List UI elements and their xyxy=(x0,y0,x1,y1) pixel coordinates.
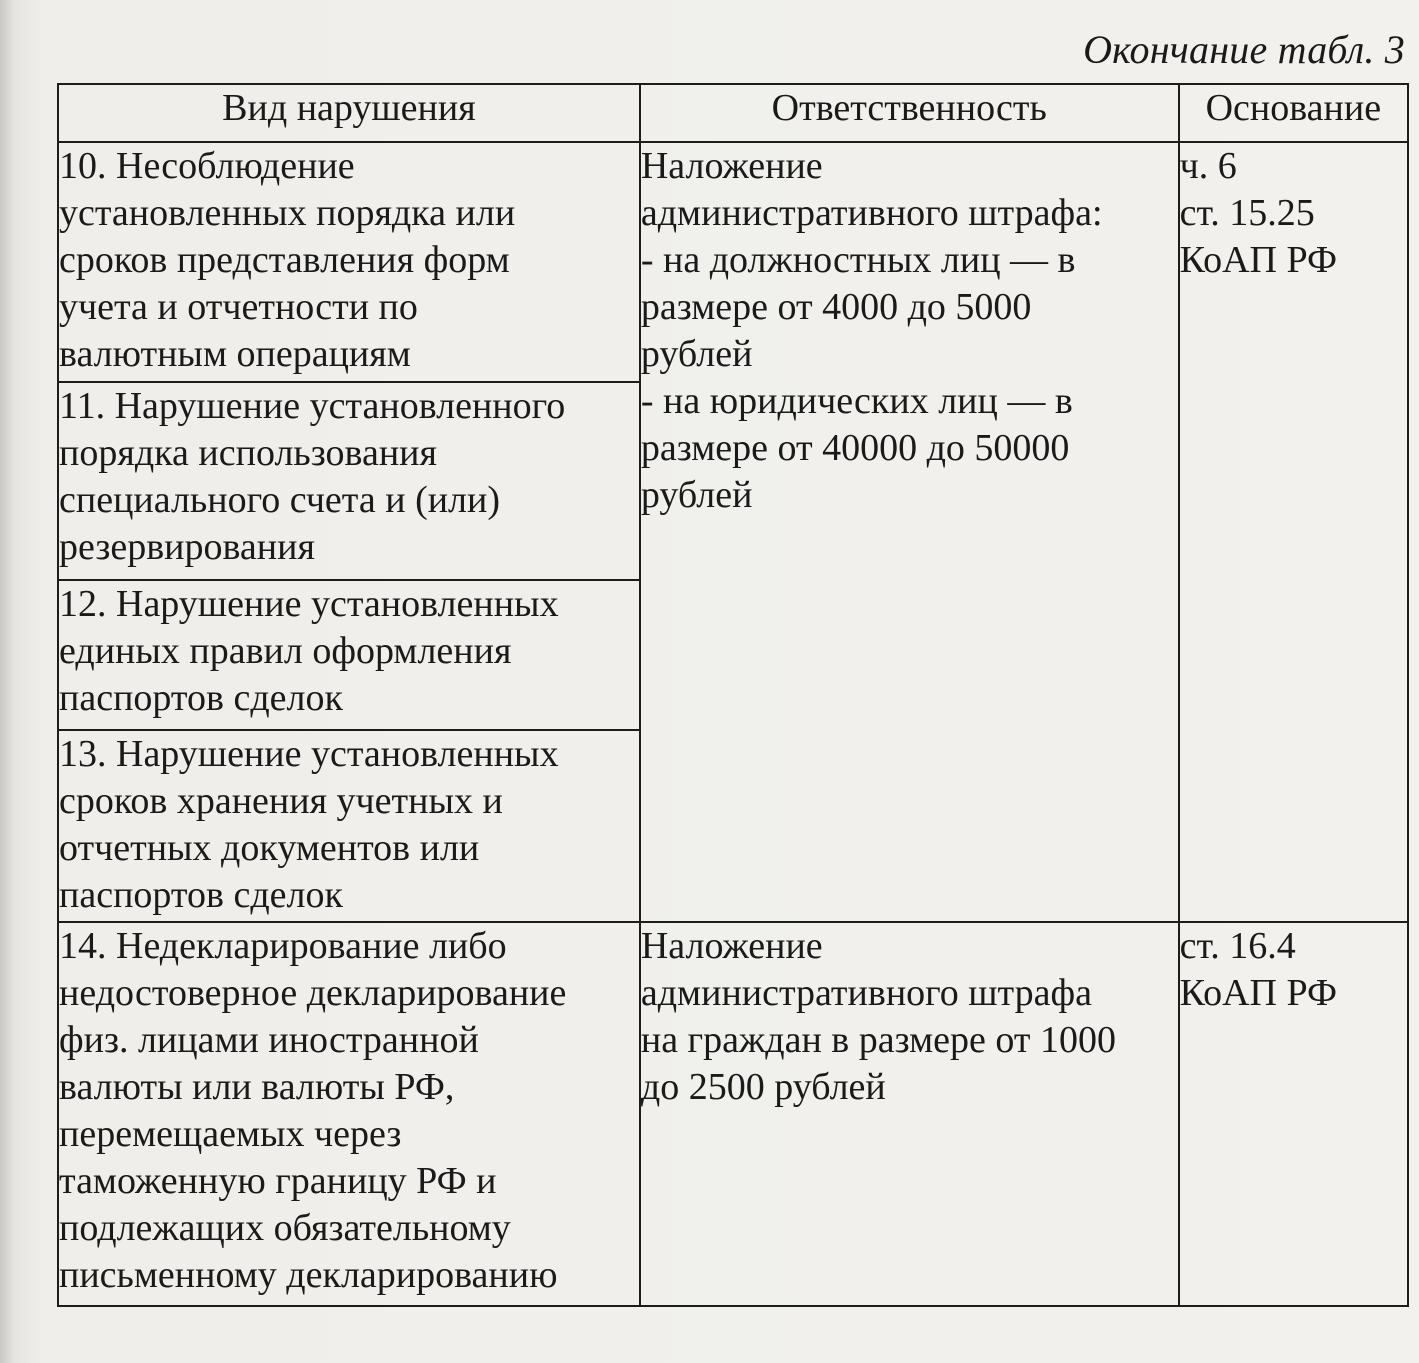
cell-line: установленных порядка или xyxy=(59,192,516,234)
table-row xyxy=(58,922,1408,1306)
basis-cell-group2 xyxy=(1179,922,1408,1306)
cell-line: размере от 4000 до 5000 xyxy=(640,286,1032,328)
cell-line: подлежащих обязательному xyxy=(59,1207,511,1249)
cell-line: рублей xyxy=(640,333,753,375)
header-responsibility: Ответственность xyxy=(640,84,1179,142)
cell-line: 11. Нарушение установленного xyxy=(59,385,566,427)
header-violation: Вид нарушения xyxy=(58,84,640,142)
cell-line: административного штрафа xyxy=(640,972,1092,1014)
cell-line: - на юридических лиц — в xyxy=(640,380,1073,422)
responsibility-cell-group1 xyxy=(640,142,1179,922)
table-caption: Окончание табл. 3 xyxy=(1083,27,1405,72)
violation-cell-11 xyxy=(58,382,640,580)
cell-line: валюты или валюты РФ, xyxy=(59,1066,455,1108)
cell-line: 10. Несоблюдение xyxy=(59,145,355,187)
header-row xyxy=(58,84,1408,142)
responsibility-cell-group2 xyxy=(640,922,1179,1306)
cell-line: 12. Нарушение установленных xyxy=(59,583,559,625)
violation-cell-14 xyxy=(58,922,640,1306)
cell-line: валютным операциям xyxy=(59,333,411,375)
cell-line: административного штрафа: xyxy=(640,192,1103,234)
cell-line: ст. 16.4 xyxy=(1179,925,1296,967)
cell-line: таможенную границу РФ и xyxy=(59,1160,497,1202)
cell-line: резервирования xyxy=(59,526,315,568)
cell-line: рублей xyxy=(640,474,753,516)
violations-table xyxy=(57,83,1409,1307)
cell-line: на граждан в размере от 1000 xyxy=(640,1019,1116,1061)
violation-cell-10 xyxy=(58,142,640,382)
cell-line: - на должностных лиц — в xyxy=(640,239,1076,281)
cell-line: недостоверное декларирование xyxy=(59,972,567,1014)
cell-line: сроков представления форм xyxy=(59,239,510,281)
header-basis: Основание xyxy=(1179,84,1408,142)
cell-line: письменному декларированию xyxy=(59,1254,558,1296)
cell-line: паспортов сделок xyxy=(59,874,343,916)
cell-line: единых правил оформления xyxy=(59,630,512,672)
cell-line: КоАП РФ xyxy=(1179,239,1337,281)
cell-line: паспортов сделок xyxy=(59,677,343,719)
cell-line: порядка использования xyxy=(59,432,437,474)
cell-line: сроков хранения учетных и xyxy=(59,780,503,822)
cell-line: отчетных документов или xyxy=(59,827,480,869)
cell-line: размере от 40000 до 50000 xyxy=(640,427,1070,469)
cell-line: Наложение xyxy=(640,925,823,967)
cell-line: Наложение xyxy=(640,145,823,187)
cell-line: до 2500 рублей xyxy=(640,1066,886,1108)
cell-line: 13. Нарушение установленных xyxy=(59,733,559,775)
violation-cell-12 xyxy=(58,580,640,730)
cell-line: 14. Недекларирование либо xyxy=(59,925,507,967)
cell-line: КоАП РФ xyxy=(1179,972,1337,1014)
basis-cell-group1 xyxy=(1179,142,1408,922)
cell-line: ст. 15.25 xyxy=(1179,192,1315,234)
cell-line: учета и отчетности по xyxy=(59,286,418,328)
violation-cell-13 xyxy=(58,730,640,922)
cell-line: перемещаемых через xyxy=(59,1113,402,1155)
cell-line: ч. 6 xyxy=(1179,145,1237,187)
cell-line: физ. лицами иностранной xyxy=(59,1019,479,1061)
cell-line: специального счета и (или) xyxy=(59,479,501,521)
table-row xyxy=(58,142,1408,382)
